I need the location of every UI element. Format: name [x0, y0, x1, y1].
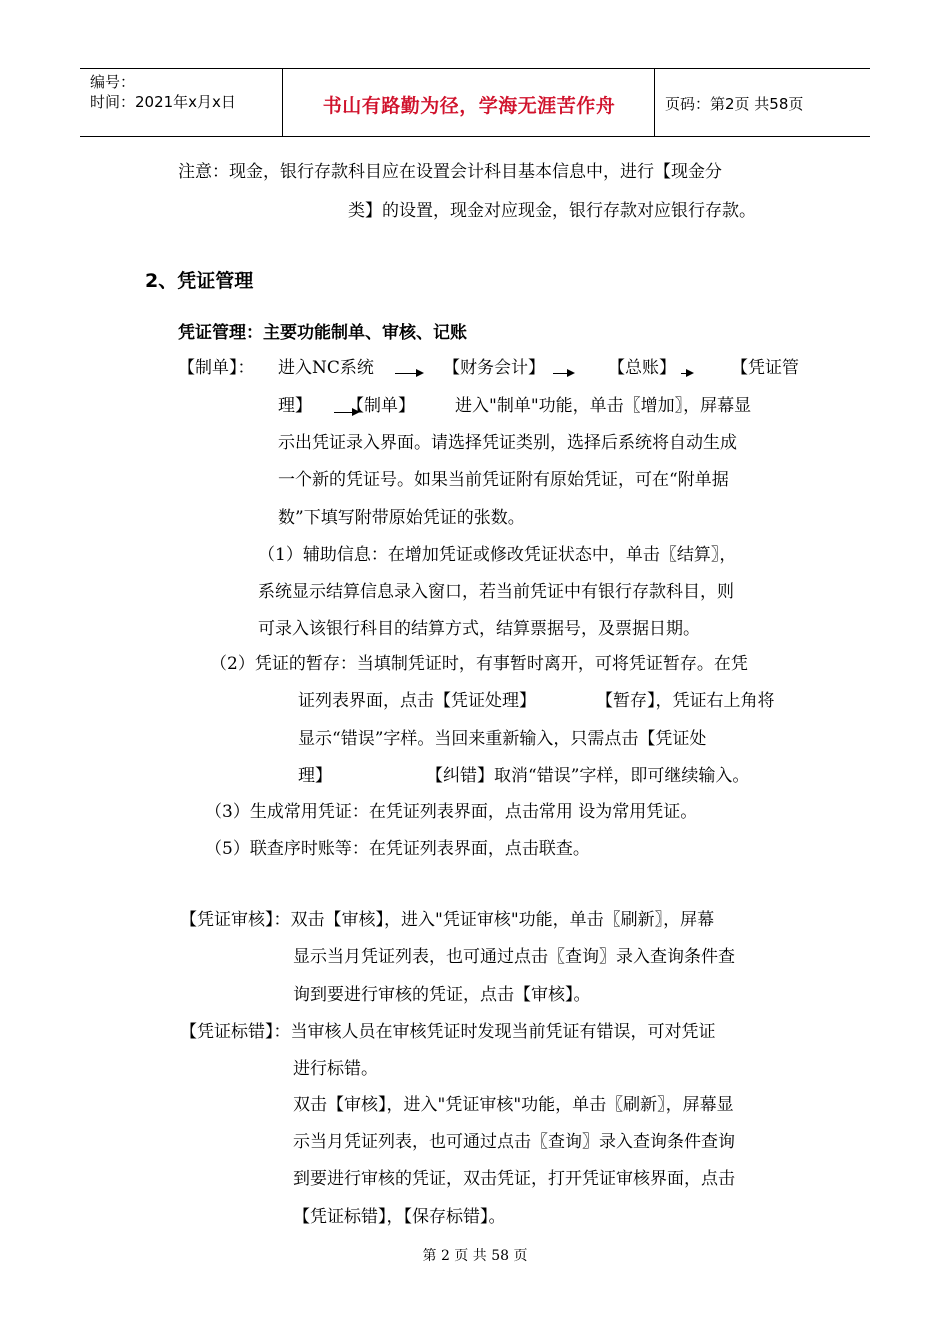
mark-line: 示当月凭证列表，也可通过点击〖查询〗录入查询条件查询 [293, 1132, 735, 1152]
item-2-line: （2）凭证的暂存：当填制凭证时，有事暂时离开，可将凭证暂存。在凭 [210, 654, 748, 674]
audit-line: 询到要进行审核的凭证，点击【审核】。 [293, 985, 591, 1005]
item-2-line: 【纠错】取消“错误”字样，即可继续输入。 [426, 766, 750, 786]
page-header [80, 68, 870, 137]
zhidan-text: 一个新的凭证号。如果当前凭证附有原始凭证，可在“附单据 [278, 470, 729, 490]
zhidan-text: 数”下填写附带原始凭证的张数。 [278, 508, 525, 528]
zhidan-text: 示出凭证录入界面。请选择凭证类别，选择后系统将自动生成 [278, 433, 737, 453]
zhidan-step: 理】 [278, 396, 312, 416]
item-1-line: （1）辅助信息：在增加凭证或修改凭证状态中，单击〖结算〗， [258, 545, 737, 565]
mark-line: 进行标错。 [293, 1059, 378, 1079]
header-divider [654, 69, 655, 136]
item-1-line: 系统显示结算信息录入窗口，若当前凭证中有银行存款科目，则 [258, 582, 734, 602]
section-title: 2、凭证管理 [145, 270, 254, 292]
header-meta [90, 72, 236, 112]
arrow-right-icon [395, 373, 417, 374]
zhidan-label: 【制单】： [178, 358, 255, 378]
item-5-line: （5）联查序时账等：在凭证列表界面，点击联查。 [205, 839, 590, 859]
mark-line: 【凭证标错】：当审核人员在审核凭证时发现当前凭证有错误，可对凭证 [180, 1022, 716, 1042]
mark-line: 双击【审核】，进入"凭证审核"功能，单击〖刷新〗，屏幕显 [293, 1095, 734, 1115]
mark-line: 【凭证标错】，【保存标错】。 [293, 1207, 506, 1227]
zhidan-step: 【财务会计】 [443, 358, 545, 378]
page-footer: 第 2 页 共 58 页 [422, 1248, 528, 1264]
item-2-line: 证列表界面，点击【凭证处理】 [298, 691, 536, 711]
header-motto: 书山有路勤为径，学海无涯苦作舟 [322, 95, 616, 117]
zhidan-text: 进入"制单"功能，单击〖增加〗，屏幕显 [455, 396, 752, 416]
section-subtitle: 凭证管理：主要功能制单、审核、记账 [178, 323, 467, 343]
item-1-line: 可录入该银行科目的结算方式，结算票据号，及票据日期。 [258, 619, 700, 639]
zhidan-step: 【凭证管 [731, 358, 799, 378]
time-label: 时间：2021年x月x日 [90, 93, 236, 111]
item-3-line: （3）生成常用凭证：在凭证列表界面，点击常用 设为常用凭证。 [205, 802, 698, 822]
arrow-right-icon [553, 373, 568, 374]
item-2-line: 【暂存】，凭证右上角将 [596, 691, 775, 711]
item-2-line: 理】 [298, 766, 332, 786]
note-line: 类】的设置，现金对应现金，银行存款对应银行存款。 [348, 201, 756, 221]
arrow-right-icon [681, 373, 687, 374]
audit-line: 【凭证审核】：双击【审核】，进入"凭证审核"功能，单击〖刷新〗，屏幕 [180, 910, 715, 930]
note-line: 注意：现金，银行存款科目应在设置会计科目基本信息中，进行【现金分 [178, 162, 722, 182]
zhidan-step: 进入NC系统 [278, 358, 374, 378]
item-2-line: 显示“错误”字样。当回来重新输入，只需点击【凭证处 [298, 729, 707, 749]
zhidan-step: 【制单】 [347, 396, 415, 416]
header-divider [282, 69, 283, 136]
number-label: 编号： [90, 73, 136, 91]
mark-line: 到要进行审核的凭证，双击凭证，打开凭证审核界面，点击 [293, 1169, 735, 1189]
zhidan-step: 【总账】 [608, 358, 676, 378]
audit-line: 显示当月凭证列表，也可通过点击〖查询〗录入查询条件查 [293, 947, 735, 967]
header-page-info: 页码：第2页 共58页 [665, 95, 804, 113]
